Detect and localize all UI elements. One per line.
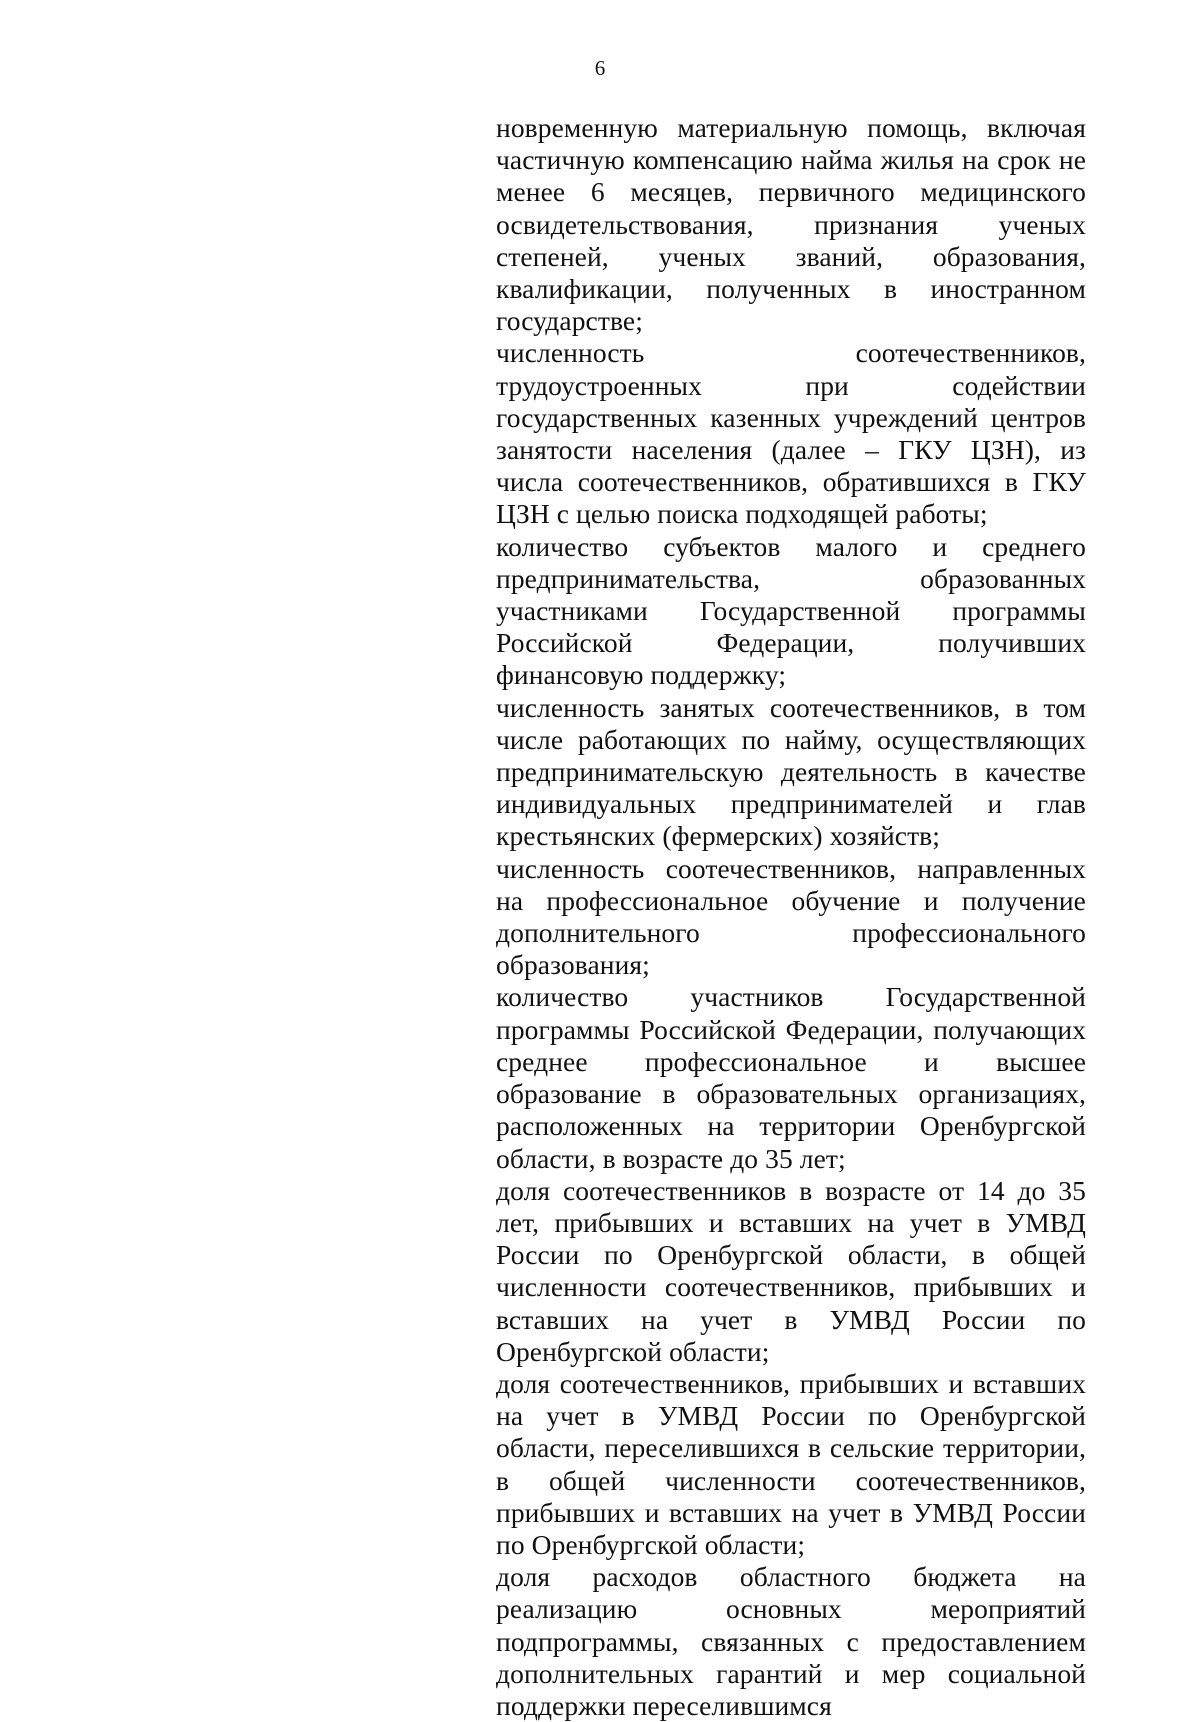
paragraph-professional-training: численность соотечественников, направленных на профессиональное обучение и получение дополнительного профессионального образования;: [496, 852, 1086, 981]
document-body: [496, 112, 1086, 1722]
page-number: 6: [594, 56, 606, 80]
paragraph-youth-share: доля соотечественников в возрасте от 14 до 35 лет, прибывших и вставших на учет в УМВД России по Оренбургской области, в общей численности соотечественников, прибывших и вставших на учет в УМВД России по Оренбургской области;: [496, 1174, 1086, 1367]
paragraph-employment-centers: численность соотечественников, трудоустроенных при содействии государственных казенных учреждений центров занятости населения (далее – ГКУ ЦЗН), из числа соотечественников, обратившихся в ГКУ ЦЗН с целью поиска подходящей работы;: [496, 337, 1086, 530]
paragraph-material-aid: новременную материальную помощь, включая частичную компенсацию найма жилья на срок не менее 6 месяцев, первичного медицинского освидетельствования, признания ученых степеней, ученых званий, образования, квалификации, полученных в иностранном государстве;: [496, 112, 1086, 337]
paragraph-education-participants: количество участников Государственной программы Российской Федерации, получающих среднее профессиональное и высшее образование в образовательных организациях, расположенных на территории Оренбургской области, в возрасте до 35 лет;: [496, 981, 1086, 1174]
paragraph-small-business: количество субъектов малого и среднего предпринимательства, образованных участниками Государственной программы Российской Федерации, получивших финансовую поддержку;: [496, 530, 1086, 691]
paragraph-budget-share: доля расходов областного бюджета на реализацию основных мероприятий подпрограммы, связанных с предоставлением дополнительных гарантий и мер социальной поддержки переселившимся: [496, 1561, 1086, 1721]
paragraph-employed-compatriots: численность занятых соотечественников, в том числе работающих по найму, осуществляющих предпринимательскую деятельность в качестве индивидуальных предпринимателей и глав крестьянских (фермерских) хозяйств;: [496, 691, 1086, 852]
paragraph-rural-share: доля соотечественников, прибывших и вставших на учет в УМВД России по Оренбургской области, переселившихся в сельские территории, в общей численности соотечественников, прибывших и вставших на учет в УМВД России по Оренбургской области;: [496, 1367, 1086, 1560]
